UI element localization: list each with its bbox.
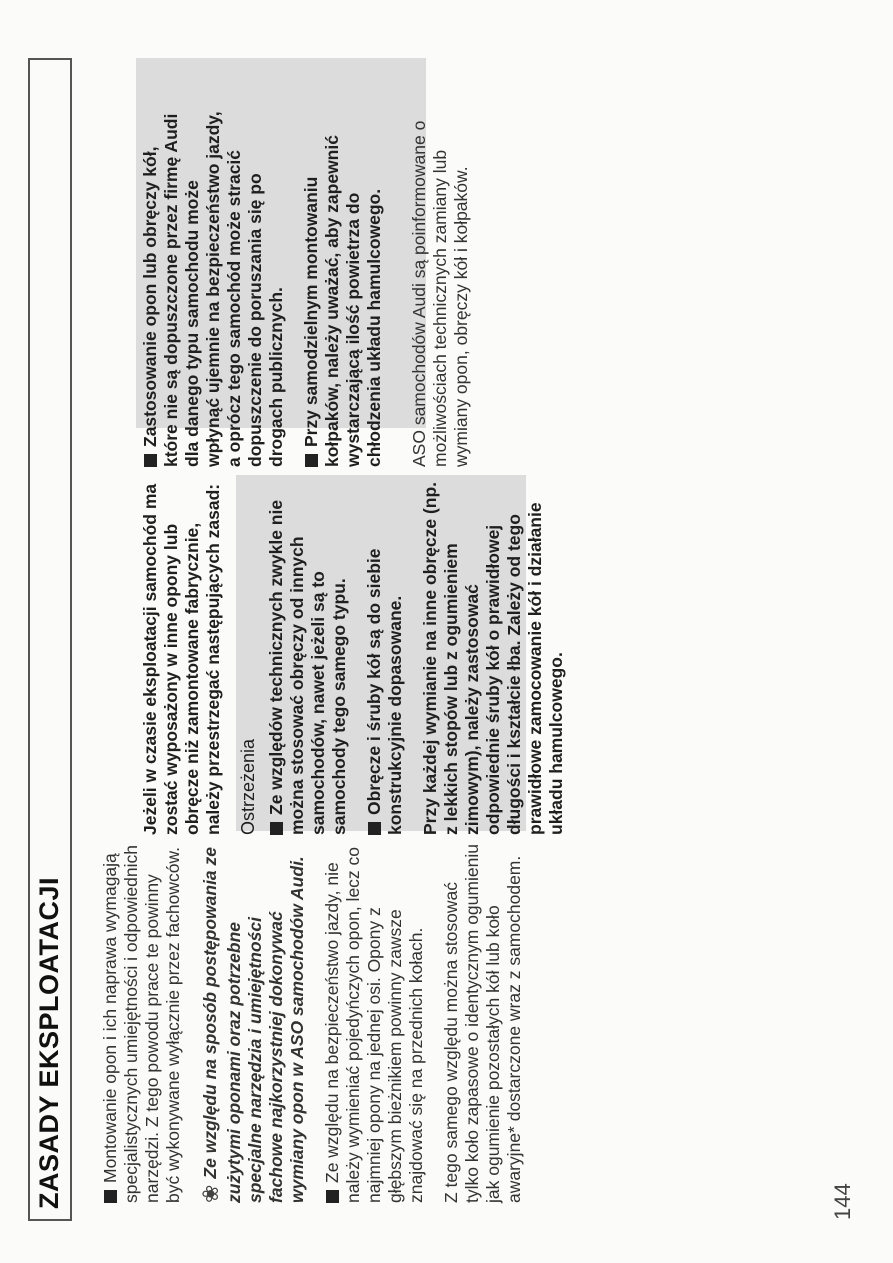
warning-item: Obręcze i śruby kół są do siebie konstrukcyjnie dopasowane. bbox=[363, 548, 405, 835]
column-2 bbox=[140, 479, 581, 835]
paragraph: Z tego samego względu można stosować tylko koło zapasowe o identycznym ogumieniu jak ogumienie pozostałych kół lub koło awaryjne* dostarczone wraz z samochodem. bbox=[441, 844, 525, 1203]
page-number: 144 bbox=[830, 1183, 855, 1220]
environment-flower-icon: ❀ bbox=[198, 1184, 223, 1203]
warning-item: Zastosowanie opon lub obręczy kół, które nie są dopuszczone przez firmę Audi dla danego typu samochodu może wpłynąć ujemnie na bezpieczeństwo jazdy, a oprócz tego samochód może stracić dopuszczenie do poruszania się po drogach publicznych. bbox=[140, 111, 286, 467]
warning-item: Przy każdej wymianie na inne obręcze (np. z lekkich stopów lub z ogumieniem zimowym), należy zastosować odpowiednie śruby kół o prawidłowej długości i kształcie łba. Zależy od tego prawidłowe zamocowanie kół i działanie układu hamulcowego. bbox=[419, 481, 566, 835]
environment-note: ❀Ze względu na sposób postępowania ze zużytymi oponami oraz potrzebne specjalne narzędzia i umiejętności fachowe najkorzystniej dokonywać wymiany opon w ASO samochodów Audi. bbox=[198, 846, 308, 1203]
bullet-square-icon bbox=[144, 454, 157, 467]
bullet-square-icon bbox=[305, 454, 318, 467]
warning-heading: Ostrzeżenia bbox=[238, 738, 258, 835]
section-title: ZASADY EKSPLOATACJI bbox=[34, 876, 64, 1209]
bullet-square-icon bbox=[270, 822, 283, 835]
paragraph: ASO samochodów Audi są poinformowane o możliwościach technicznych zamiany lub wymiany opon, obręczy kół i kołpaków. bbox=[409, 120, 471, 467]
paragraph: Montowanie opon i ich naprawa wymagają specjalistycznych umiejętności i odpowiednich narzędzi. Z tego powodu prace te powinny być wykonywane wyłącznie przez fachowców. bbox=[100, 845, 183, 1203]
column-1 bbox=[100, 843, 539, 1203]
bullet-square-icon bbox=[326, 1190, 339, 1203]
warning-item: Ze względów technicznych zwykle nie można stosować obręczy od innych samochodów, nawet jeżeli są to samochody tego samego typu. bbox=[265, 499, 349, 835]
section-header bbox=[28, 58, 72, 1221]
intro-paragraph: Jeżeli w czasie eksploatacji samochód ma zostać wyposażony w inne opony lub obręcze niż zamontowane fabrycznie, należy przestrzegać następujących zasad: bbox=[140, 483, 223, 835]
warning-item: Przy samodzielnym montowaniu kołpaków, należy uważać, aby zapewnić wystarczającą ilość powietrza do chłodzenia układu hamulcowego. bbox=[301, 135, 384, 467]
bullet-square-icon bbox=[104, 1190, 117, 1203]
bullet-square-icon bbox=[368, 822, 381, 835]
paragraph: Ze względu na bezpieczeństwo jazdy, nie należy wymieniać pojedyńczych opon, lecz co najmniej opony na jednej osi. Opony z głębszym bieżnikiem powinny zawsze znajdować się na przednich kołach. bbox=[322, 846, 427, 1203]
column-3 bbox=[140, 107, 486, 467]
